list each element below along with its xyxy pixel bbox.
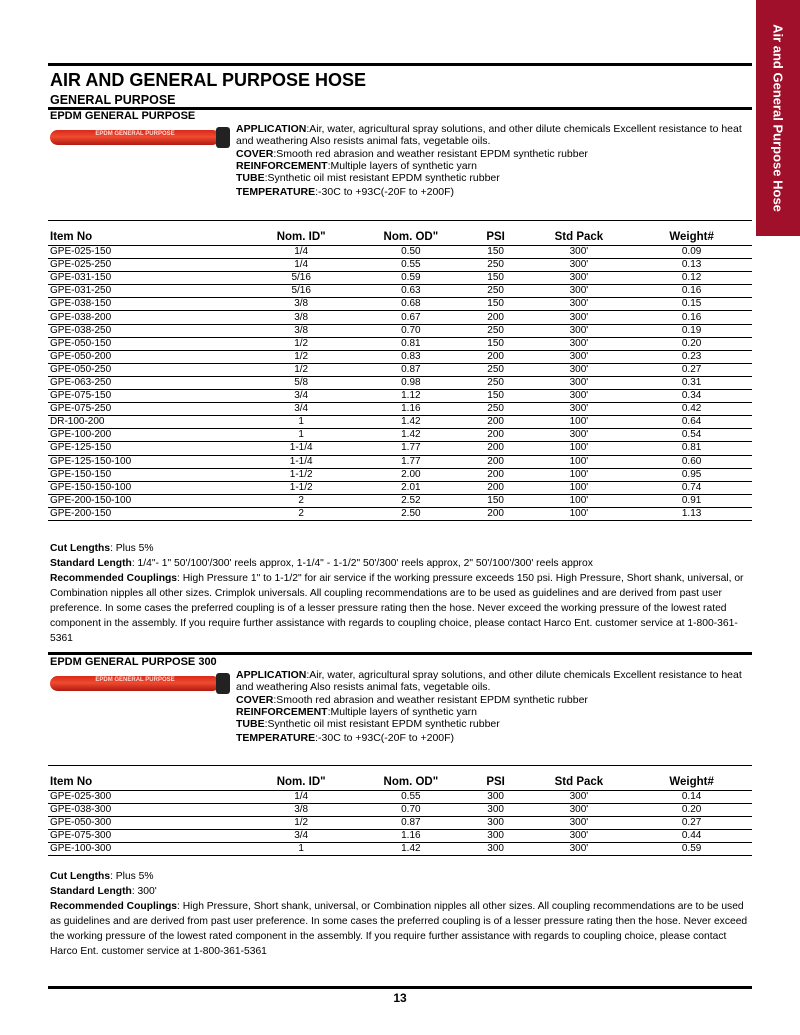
table-cell: 1/4 bbox=[245, 246, 357, 259]
table-row bbox=[48, 298, 752, 311]
table-cell: 0.44 bbox=[631, 830, 752, 843]
table-cell: 300' bbox=[527, 791, 632, 804]
table-cell: GPE-050-250 bbox=[48, 363, 245, 376]
section2-specs: APPLICATION:Air, water, agricultural spray solutions, and other dilute chemicals Excellent resistance to heat and weathering Also resists animal fats, vegetable oils. COVER:Smooth red abrasion and weather resistant EPDM synthetic rubber REINFORCEMENT:Multiple layers of synthetic yarn TUBE:Synthetic oil mist resistant EPDM synthetic rubber TEMPERATURE:-30C to +93C(-20F to +200F) bbox=[236, 669, 742, 745]
table-cell: 1.77 bbox=[357, 455, 465, 468]
table-cell: 0.42 bbox=[631, 403, 752, 416]
table-cell: 300' bbox=[527, 376, 632, 389]
table-cell: 0.20 bbox=[631, 337, 752, 350]
table-cell: GPE-050-200 bbox=[48, 350, 245, 363]
table-cell: 300 bbox=[465, 830, 527, 843]
table-cell: 1.42 bbox=[357, 429, 465, 442]
table-cell: 1/2 bbox=[245, 337, 357, 350]
table-cell: 0.55 bbox=[357, 791, 465, 804]
table-row bbox=[48, 285, 752, 298]
table-cell: 3/8 bbox=[245, 298, 357, 311]
col-header-psi: PSI bbox=[465, 775, 527, 791]
hose-print: EPDM GENERAL PURPOSE bbox=[95, 677, 175, 683]
table-row bbox=[48, 455, 752, 468]
table-cell: 100' bbox=[527, 468, 632, 481]
table-cell: 1-1/4 bbox=[245, 442, 357, 455]
col-header-weight: Weight# bbox=[631, 230, 752, 246]
table-cell: 250 bbox=[465, 324, 527, 337]
table-cell: 200 bbox=[465, 468, 527, 481]
table-cell: 200 bbox=[465, 429, 527, 442]
table-cell: 0.16 bbox=[631, 311, 752, 324]
table-cell: 100' bbox=[527, 494, 632, 507]
table-cell: 150 bbox=[465, 494, 527, 507]
table-cell: 200 bbox=[465, 455, 527, 468]
section2-title: EPDM GENERAL PURPOSE 300 bbox=[50, 656, 217, 668]
table-row bbox=[48, 817, 752, 830]
table-cell: 1.16 bbox=[357, 403, 465, 416]
table-cell: 0.31 bbox=[631, 376, 752, 389]
table-cell: 0.74 bbox=[631, 481, 752, 494]
table-cell: 300' bbox=[527, 350, 632, 363]
table-cell: 200 bbox=[465, 350, 527, 363]
table-cell: 1 bbox=[245, 843, 357, 856]
table-cell: GPE-200-150 bbox=[48, 507, 245, 520]
table-cell: 0.81 bbox=[357, 337, 465, 350]
table-cell: 0.13 bbox=[631, 259, 752, 272]
table-cell: 300 bbox=[465, 804, 527, 817]
section1-rule bbox=[48, 220, 752, 221]
table-cell: 0.27 bbox=[631, 363, 752, 376]
table-cell: 0.64 bbox=[631, 416, 752, 429]
table-cell: 250 bbox=[465, 376, 527, 389]
col-header-nom-id: Nom. ID" bbox=[245, 775, 357, 791]
table-cell: 150 bbox=[465, 298, 527, 311]
table-cell: 0.70 bbox=[357, 324, 465, 337]
table-cell: 0.60 bbox=[631, 455, 752, 468]
table-cell: GPE-100-200 bbox=[48, 429, 245, 442]
table-cell: 300' bbox=[527, 390, 632, 403]
table-cell: 0.67 bbox=[357, 311, 465, 324]
col-header-weight: Weight# bbox=[631, 775, 752, 791]
table-row bbox=[48, 804, 752, 817]
table-cell: 0.09 bbox=[631, 246, 752, 259]
col-header-item-no: Item No bbox=[48, 230, 245, 246]
col-header-nom-od: Nom. OD" bbox=[357, 230, 465, 246]
table-cell: 0.34 bbox=[631, 390, 752, 403]
table-cell: 0.54 bbox=[631, 429, 752, 442]
table-cell: 300 bbox=[465, 843, 527, 856]
table-cell: GPE-100-300 bbox=[48, 843, 245, 856]
table-cell: 1/2 bbox=[245, 363, 357, 376]
table-cell: 1/4 bbox=[245, 791, 357, 804]
table-cell: 300' bbox=[527, 259, 632, 272]
table-row bbox=[48, 791, 752, 804]
table-row bbox=[48, 350, 752, 363]
table-cell: GPE-150-150 bbox=[48, 468, 245, 481]
table-cell: 2 bbox=[245, 494, 357, 507]
table-cell: 0.87 bbox=[357, 363, 465, 376]
table-cell: 2 bbox=[245, 507, 357, 520]
table-cell: 250 bbox=[465, 403, 527, 416]
col-header-nom-id: Nom. ID" bbox=[245, 230, 357, 246]
table-cell: 150 bbox=[465, 390, 527, 403]
table-cell: 200 bbox=[465, 416, 527, 429]
table-cell: 250 bbox=[465, 259, 527, 272]
table-cell: 0.63 bbox=[357, 285, 465, 298]
table-header-row bbox=[48, 775, 752, 791]
table-cell: 5/8 bbox=[245, 376, 357, 389]
table-cell: 0.59 bbox=[631, 843, 752, 856]
section1-specs: APPLICATION:Air, water, agricultural spray solutions, and other dilute chemicals Excellent resistance to heat and weathering Also resists animal fats, vegetable oils. COVER:Smooth red abrasion and weather resistant EPDM synthetic rubber REINFORCEMENT:Multiple layers of synthetic yarn TUBE:Synthetic oil mist resistant EPDM synthetic rubber TEMPERATURE:-30C to +93C(-20F to +200F) bbox=[236, 123, 742, 199]
table-cell: 300' bbox=[527, 298, 632, 311]
table-cell: GPE-038-250 bbox=[48, 324, 245, 337]
table-cell: 300' bbox=[527, 830, 632, 843]
table-row bbox=[48, 468, 752, 481]
col-header-item-no: Item No bbox=[48, 775, 245, 791]
section1-table bbox=[48, 230, 752, 521]
table-cell: DR-100-200 bbox=[48, 416, 245, 429]
table-cell: GPE-075-250 bbox=[48, 403, 245, 416]
table-cell: GPE-075-300 bbox=[48, 830, 245, 843]
table-row bbox=[48, 337, 752, 350]
table-cell: 1/4 bbox=[245, 259, 357, 272]
hose-image bbox=[50, 673, 232, 693]
table-cell: 0.98 bbox=[357, 376, 465, 389]
table-cell: 300' bbox=[527, 429, 632, 442]
table-cell: 3/4 bbox=[245, 403, 357, 416]
table-cell: 2.50 bbox=[357, 507, 465, 520]
table-cell: 200 bbox=[465, 311, 527, 324]
page-title: AIR AND GENERAL PURPOSE HOSE bbox=[50, 70, 367, 90]
table-cell: 1.16 bbox=[357, 830, 465, 843]
table-row bbox=[48, 324, 752, 337]
side-tab-label: Air and General Purpose Hose bbox=[770, 24, 786, 212]
section1-notes: Cut Lengths: Plus 5% Standard Length: 1/4"- 1" 50'/100'/300' reels approx, 1-1/4" - 1-1/2" 50'/300' reels approx, 2" 50'/100'/300' reels approx Recommended Couplings: High Pressure 1" to 1-1/2" for air service if the working pressure exceeds 150 psi. High Pressure, Short shank, universal, or Combination nipples all other sizes. Crimplok universals. All coupling recommendations are to be used as guidelines and are derived from past user preference. In some cases the preferred coupling is of a lesser pressure rating then the hose. Never exceed the working pressure of the lowest rated component in the assembly. If you require further assistance with regards to coupling choice, please contact Harco Ent. customer service at 1-800-361-5361 bbox=[50, 543, 744, 644]
hose-image bbox=[50, 127, 232, 147]
table-cell: 2.52 bbox=[357, 494, 465, 507]
table-cell: 100' bbox=[527, 455, 632, 468]
section2-notes: Cut Lengths: Plus 5% Standard Length: 300' Recommended Couplings: High Pressure, Short shank, universal, or Combination nipples all other sizes. All coupling recommendations are to be used as guidelines and are derived from past user preference. In some cases the preferred coupling is of a lesser pressure rating then the hose. Never exceed the working pressure of the lowest rated component in the assembly. If you require further assistance with regards to coupling choice, please contact Harco Ent. customer service at 1-800-361-5361 bbox=[50, 871, 748, 957]
table-cell: 300 bbox=[465, 791, 527, 804]
table-cell: 0.12 bbox=[631, 272, 752, 285]
table-row bbox=[48, 259, 752, 272]
table-cell: 0.16 bbox=[631, 285, 752, 298]
table-cell: 0.59 bbox=[357, 272, 465, 285]
table-cell: 300' bbox=[527, 311, 632, 324]
table-cell: 0.81 bbox=[631, 442, 752, 455]
table-cell: 1-1/4 bbox=[245, 455, 357, 468]
table-cell: GPE-063-250 bbox=[48, 376, 245, 389]
table-cell: 300' bbox=[527, 337, 632, 350]
table-row bbox=[48, 494, 752, 507]
table-cell: GPE-075-150 bbox=[48, 390, 245, 403]
table-cell: GPE-038-300 bbox=[48, 804, 245, 817]
table-cell: 0.68 bbox=[357, 298, 465, 311]
table-cell: 300' bbox=[527, 324, 632, 337]
table-cell: 2.01 bbox=[357, 481, 465, 494]
table-cell: 150 bbox=[465, 246, 527, 259]
table-cell: 200 bbox=[465, 481, 527, 494]
table-cell: GPE-025-250 bbox=[48, 259, 245, 272]
table-cell: 150 bbox=[465, 337, 527, 350]
table-cell: 3/8 bbox=[245, 311, 357, 324]
col-header-nom-od: Nom. OD" bbox=[357, 775, 465, 791]
table-row bbox=[48, 429, 752, 442]
table-cell: 0.91 bbox=[631, 494, 752, 507]
hose-end bbox=[216, 673, 230, 694]
col-header-std-pack: Std Pack bbox=[527, 230, 632, 246]
table-row bbox=[48, 507, 752, 520]
table-cell: 0.83 bbox=[357, 350, 465, 363]
table-cell: GPE-038-150 bbox=[48, 298, 245, 311]
table-cell: 250 bbox=[465, 285, 527, 298]
table-cell: GPE-125-150 bbox=[48, 442, 245, 455]
col-header-std-pack: Std Pack bbox=[527, 775, 632, 791]
table-cell: 300' bbox=[527, 363, 632, 376]
table-cell: 300' bbox=[527, 285, 632, 298]
table-cell: GPE-050-300 bbox=[48, 817, 245, 830]
table-cell: 300' bbox=[527, 246, 632, 259]
table-cell: 200 bbox=[465, 442, 527, 455]
table-cell: 300' bbox=[527, 804, 632, 817]
table-cell: 0.70 bbox=[357, 804, 465, 817]
table-cell: 150 bbox=[465, 272, 527, 285]
table-row bbox=[48, 272, 752, 285]
page-subtitle: GENERAL PURPOSE bbox=[50, 93, 176, 107]
table-cell: 250 bbox=[465, 363, 527, 376]
table-cell: 0.15 bbox=[631, 298, 752, 311]
table-cell: 100' bbox=[527, 442, 632, 455]
table-cell: 1-1/2 bbox=[245, 481, 357, 494]
hose-print: EPDM GENERAL PURPOSE bbox=[95, 131, 175, 137]
table-row bbox=[48, 843, 752, 856]
table-cell: 5/16 bbox=[245, 272, 357, 285]
table-cell: 0.27 bbox=[631, 817, 752, 830]
table-cell: 1/2 bbox=[245, 350, 357, 363]
table-cell: GPE-150-150-100 bbox=[48, 481, 245, 494]
table-cell: 2.00 bbox=[357, 468, 465, 481]
table-cell: GPE-050-150 bbox=[48, 337, 245, 350]
top-rule bbox=[48, 63, 752, 66]
table-cell: GPE-125-150-100 bbox=[48, 455, 245, 468]
table-cell: 1/2 bbox=[245, 817, 357, 830]
table-cell: 1.42 bbox=[357, 843, 465, 856]
table-cell: GPE-200-150-100 bbox=[48, 494, 245, 507]
table-row bbox=[48, 363, 752, 376]
table-cell: 300' bbox=[527, 843, 632, 856]
table-cell: 1.12 bbox=[357, 390, 465, 403]
table-cell: 0.23 bbox=[631, 350, 752, 363]
table-row bbox=[48, 246, 752, 259]
table-cell: 1.13 bbox=[631, 507, 752, 520]
table-cell: GPE-025-150 bbox=[48, 246, 245, 259]
col-header-psi: PSI bbox=[465, 230, 527, 246]
table-cell: 0.50 bbox=[357, 246, 465, 259]
table-cell: 100' bbox=[527, 507, 632, 520]
table-cell: GPE-031-250 bbox=[48, 285, 245, 298]
table-cell: 0.95 bbox=[631, 468, 752, 481]
table-cell: GPE-031-150 bbox=[48, 272, 245, 285]
table-cell: 0.87 bbox=[357, 817, 465, 830]
table-cell: 0.19 bbox=[631, 324, 752, 337]
section1-title: EPDM GENERAL PURPOSE bbox=[50, 110, 196, 122]
table-cell: 1 bbox=[245, 429, 357, 442]
table-cell: 100' bbox=[527, 481, 632, 494]
table-row bbox=[48, 442, 752, 455]
table-cell: 1.77 bbox=[357, 442, 465, 455]
section2-rule bbox=[48, 765, 752, 766]
table-row bbox=[48, 830, 752, 843]
table-cell: 3/4 bbox=[245, 830, 357, 843]
table-header-row bbox=[48, 230, 752, 246]
table-cell: 3/8 bbox=[245, 324, 357, 337]
table-cell: 300' bbox=[527, 403, 632, 416]
table-cell: 300 bbox=[465, 817, 527, 830]
table-cell: 0.14 bbox=[631, 791, 752, 804]
table-cell: 1-1/2 bbox=[245, 468, 357, 481]
table-cell: 5/16 bbox=[245, 285, 357, 298]
table-cell: 300' bbox=[527, 817, 632, 830]
table-cell: 0.55 bbox=[357, 259, 465, 272]
table-row bbox=[48, 403, 752, 416]
table-cell: 300' bbox=[527, 272, 632, 285]
table-row bbox=[48, 376, 752, 389]
table-cell: 200 bbox=[465, 507, 527, 520]
table-row bbox=[48, 390, 752, 403]
footer-rule bbox=[48, 986, 752, 989]
table-row bbox=[48, 481, 752, 494]
table-cell: 100' bbox=[527, 416, 632, 429]
table-row bbox=[48, 311, 752, 324]
table-row bbox=[48, 416, 752, 429]
table-cell: 1.42 bbox=[357, 416, 465, 429]
table-cell: GPE-038-200 bbox=[48, 311, 245, 324]
hose-end bbox=[216, 127, 230, 148]
section2-table bbox=[48, 775, 752, 856]
side-tab bbox=[756, 0, 800, 236]
table-cell: 3/8 bbox=[245, 804, 357, 817]
page-number: 13 bbox=[393, 991, 407, 1005]
section2-top-rule bbox=[48, 652, 752, 655]
table-cell: 1 bbox=[245, 416, 357, 429]
table-cell: 0.20 bbox=[631, 804, 752, 817]
table-cell: GPE-025-300 bbox=[48, 791, 245, 804]
table-cell: 3/4 bbox=[245, 390, 357, 403]
